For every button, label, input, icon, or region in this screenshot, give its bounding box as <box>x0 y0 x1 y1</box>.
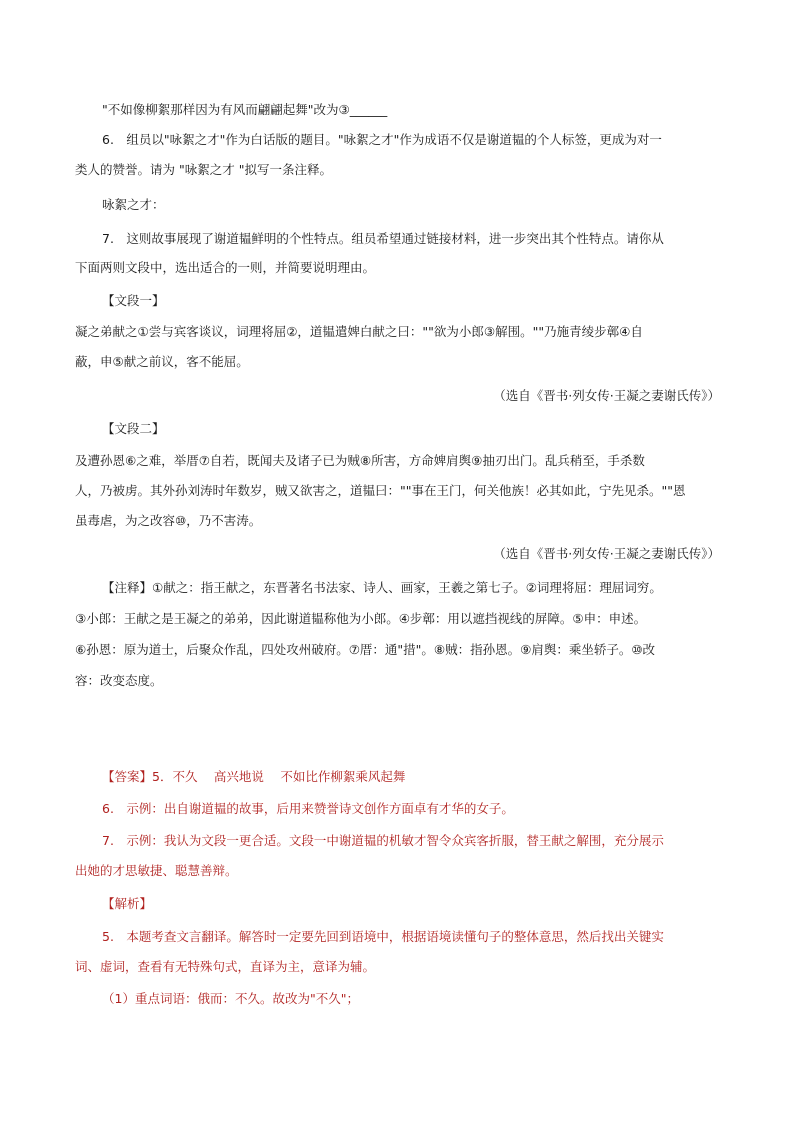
analysis-line2: 词、虚词，查看有无特殊句式，直译为主，意译为辅。 <box>75 959 376 974</box>
answer-q7-line1: 7. 示例：我认为文段一更合适。文段一中谢道韫的机敏才智令众宾客折服，替王献之解围，充分展示 <box>102 833 664 848</box>
passage1-heading: 【文段一】 <box>102 293 165 308</box>
notes-line2: ③小郎：王献之是王凝之的弟弟，因此谢道韫称他为小郎。④步鄣：用以遮挡视线的屏障。⑤申：申述。 <box>75 611 647 626</box>
q6-text-line2: 类人的赞誉。请为 "咏絮之才 "拟写一条注释。 <box>75 162 332 177</box>
q6-text-line1: 6. 组员以"咏絮之才"作为白话版的题目。"咏絮之才"作为成语不仅是谢道韫的个人标签，更成为对一 <box>102 132 662 147</box>
notes-line3: ⑥孙恩：原为道士，后聚众作乱，四处攻州破府。⑦厝：通"措"。⑧贼：指孙恩。⑨肩舆：乘坐轿子。⑩改 <box>75 642 656 657</box>
q5-tail: "不如像柳絮那样因为有风而翩翩起舞"改为③______ <box>102 102 388 117</box>
answer-q6: 6. 示例：出自谢道韫的故事，后用来赞誉诗文创作方面卓有才华的女子。 <box>102 801 514 816</box>
answer-q5: 【答案】5．不久 高兴地说 不如比作柳絮乘风起舞 <box>102 769 406 784</box>
passage2-line2: 人，乃被虏。其外孙刘涛时年数岁，贼又欲害之，道韫曰：""事在王门，何关他族！必其如此，宁先见杀。""恩 <box>75 483 686 498</box>
q7-text-line2: 下面两则文段中，选出适合的一则，并简要说明理由。 <box>75 260 376 275</box>
analysis-heading: 【解析】 <box>102 896 153 911</box>
passage2-heading: 【文段二】 <box>102 421 165 436</box>
q7-text-line1: 7. 这则故事展现了谢道韫鲜明的个性特点。组员希望通过链接材料，进一步突出其个性特点。请你从 <box>102 231 664 246</box>
q6-answer-prompt: 咏絮之才： <box>102 197 165 212</box>
analysis-line3: （1）重点词语：俄而：不久。故改为"不久"； <box>102 991 359 1006</box>
passage1-line1: 凝之弟献之①尝与宾客谈议，词理将屈②，道韫遣婢白献之曰：""欲为小郎③解围。""乃施青绫步鄣④自 <box>75 324 643 339</box>
passage1-line2: 蔽，申⑤献之前议，客不能屈。 <box>75 354 249 369</box>
notes-line1: 【注释】①献之：指王献之，东晋著名书法家、诗人、画家，王羲之第七子。②词理将屈：理屈词穷。 <box>102 580 662 595</box>
passage2-line3: 虽毒虐，为之改容⑩，乃不害涛。 <box>75 513 262 528</box>
notes-line4: 容：改变态度。 <box>75 673 163 688</box>
analysis-line1: 5. 本题考查文言翻译。解答时一定要先回到语境中，根据语境读懂句子的整体意思，然后找出关键实 <box>102 929 664 944</box>
passage1-source: （选自《晋书·列女传·王凝之妻谢氏传》） <box>493 388 720 403</box>
answer-q7-line2: 出她的才思敏捷、聪慧善辩。 <box>75 863 238 878</box>
passage2-source: （选自《晋书·列女传·王凝之妻谢氏传》） <box>493 546 720 561</box>
passage2-line1: 及遭孙恩⑥之难，举厝⑦自若，既闻夫及诸子已为贼⑧所害，方命婢肩舆⑨抽刃出门。乱兵稍至，手杀数 <box>75 453 645 468</box>
